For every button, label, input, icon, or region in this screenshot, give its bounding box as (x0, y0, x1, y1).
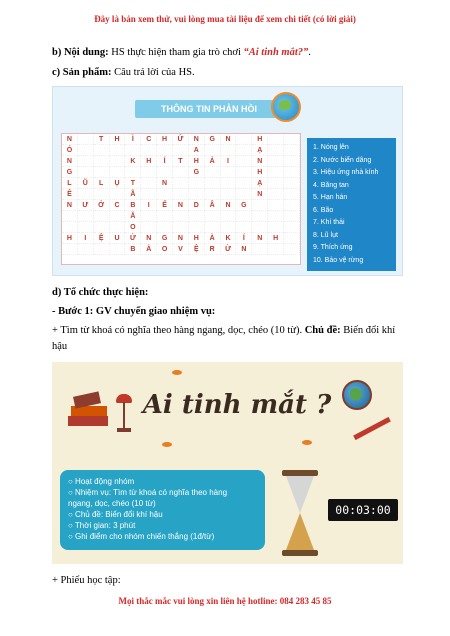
answer-item: 8. Lũ lụt (313, 231, 338, 239)
grid-cell: G (205, 134, 221, 145)
leaf-decoration (172, 370, 182, 375)
grid-cell (157, 189, 173, 200)
activity-line: ○ Hoạt động nhóm (68, 477, 135, 486)
grid-cell (78, 211, 94, 222)
grid-cell (173, 189, 189, 200)
grid-cell (205, 145, 221, 156)
pencil-icon (353, 417, 391, 440)
grid-cell: N (252, 233, 268, 244)
grid-cell (141, 211, 157, 222)
banner-title: Ai tinh mắt ? (142, 390, 332, 420)
product-label: c) Sản phẩm: (52, 67, 112, 78)
grid-cell (110, 211, 126, 222)
letter-grid (61, 133, 301, 265)
answer-item: 4. Băng tan (313, 181, 349, 189)
grid-cell: H (252, 167, 268, 178)
content-end: . (308, 47, 311, 58)
preview-notice: Đây là bản xem thử, vui lòng mua tài liệu để xem chi tiết (có lời giải) (94, 14, 356, 24)
grid-cell: L (62, 178, 78, 189)
topic-text: Biến đổi khí (340, 325, 396, 336)
grid-cell: N (221, 134, 237, 145)
grid-cell (205, 211, 221, 222)
grid-cell (205, 167, 221, 178)
grid-cell: N (173, 200, 189, 211)
grid-cell: B (125, 200, 141, 211)
grid-cell (157, 222, 173, 233)
grid-cell (62, 211, 78, 222)
grid-cell (284, 178, 300, 189)
grid-cell: T (173, 156, 189, 167)
grid-cell (252, 244, 268, 255)
grid-cell (94, 145, 110, 156)
grid-cell (78, 156, 94, 167)
grid-cell (110, 145, 126, 156)
desk-lamp-icon (116, 394, 132, 434)
globe-icon (342, 380, 372, 410)
grid-cell (284, 156, 300, 167)
grid-cell (94, 167, 110, 178)
grid-cell (284, 233, 300, 244)
grid-cell (141, 145, 157, 156)
grid-cell (157, 211, 173, 222)
grid-cell (268, 222, 284, 233)
grid-cell (205, 222, 221, 233)
answer-item: 2. Nước biển dâng (313, 156, 372, 164)
grid-row (62, 156, 300, 167)
grid-cell: Ệ (189, 244, 205, 255)
grid-row (62, 189, 300, 200)
grid-cell: H (268, 233, 284, 244)
grid-cell: D (189, 200, 205, 211)
grid-cell: Ệ (94, 233, 110, 244)
grid-cell (236, 211, 252, 222)
grid-cell (221, 167, 237, 178)
activity-line: ○ Ghi điểm cho nhóm chiến thắng (1đ/từ) (68, 532, 215, 541)
grid-cell: I (141, 200, 157, 211)
grid-cell (110, 156, 126, 167)
grid-cell (252, 222, 268, 233)
grid-cell: C (141, 134, 157, 145)
grid-cell: Ứ (173, 134, 189, 145)
grid-cell (141, 189, 157, 200)
grid-cell: G (236, 200, 252, 211)
grid-cell (110, 189, 126, 200)
answer-item: 1. Nóng lên (313, 144, 349, 151)
task-text: + Tìm từ khoá có nghĩa theo hàng ngang, dọc, chéo (10 từ). (52, 325, 305, 336)
grid-cell (268, 189, 284, 200)
topic-label: Chủ đề: (304, 325, 341, 336)
grid-cell (173, 222, 189, 233)
grid-cell (268, 134, 284, 145)
grid-cell: H (189, 156, 205, 167)
grid-cell (78, 222, 94, 233)
grid-cell (284, 134, 300, 145)
answer-item: 7. Khí thải (313, 219, 345, 226)
grid-cell: Ũ (78, 178, 94, 189)
grid-cell: H (157, 134, 173, 145)
grid-cell (236, 167, 252, 178)
activity-line: ○ Nhiệm vụ: Tìm từ khoá có nghĩa theo hàng (68, 488, 228, 497)
panel-title: THÔNG TIN PHẢN HỒI (135, 100, 283, 118)
grid-cell: Ì (125, 134, 141, 145)
grid-cell: K (221, 233, 237, 244)
grid-cell: T (125, 178, 141, 189)
grid-row (62, 244, 300, 255)
grid-cell: N (62, 200, 78, 211)
grid-cell: L (94, 178, 110, 189)
grid-cell (268, 211, 284, 222)
grid-row (62, 145, 300, 156)
hourglass-icon (279, 470, 321, 556)
grid-cell (94, 189, 110, 200)
grid-cell (110, 167, 126, 178)
grid-cell (94, 211, 110, 222)
step1-label: - Bước 1: GV chuyển giao nhiệm vụ: (52, 306, 216, 317)
answer-list (307, 138, 396, 271)
grid-cell: O (157, 244, 173, 255)
grid-cell (94, 244, 110, 255)
grid-cell: G (189, 167, 205, 178)
grid-cell (205, 178, 221, 189)
answer-item: 5. Hạn hán (313, 194, 348, 201)
grid-cell: G (62, 167, 78, 178)
grid-cell (284, 145, 300, 156)
grid-cell (221, 145, 237, 156)
grid-cell (110, 244, 126, 255)
countdown-timer: 00:03:00 (328, 499, 398, 521)
grid-cell: N (189, 134, 205, 145)
grid-cell (189, 178, 205, 189)
grid-cell: Â (205, 200, 221, 211)
grid-cell (189, 222, 205, 233)
grid-cell (236, 134, 252, 145)
grid-cell (141, 178, 157, 189)
grid-cell: N (252, 156, 268, 167)
grid-cell: À (205, 233, 221, 244)
grid-cell (284, 189, 300, 200)
grid-cell: Ụ (110, 178, 126, 189)
grid-cell (221, 211, 237, 222)
grid-cell: I (221, 156, 237, 167)
task-line (52, 324, 404, 338)
activity-instructions (60, 470, 265, 550)
earth-icon (271, 92, 301, 122)
product-text: Câu trả lời của HS. (111, 67, 195, 78)
grid-cell: A (189, 145, 205, 156)
activity-line: ○ Chủ đề: Biến đổi khí hậu (68, 510, 163, 519)
grid-cell (141, 167, 157, 178)
grid-cell: N (236, 244, 252, 255)
grid-cell: Ă (125, 211, 141, 222)
grid-cell (284, 167, 300, 178)
grid-cell: H (110, 134, 126, 145)
grid-cell (284, 211, 300, 222)
grid-cell: Ê (62, 189, 78, 200)
grid-cell (125, 145, 141, 156)
grid-cell (94, 222, 110, 233)
grid-cell (221, 178, 237, 189)
grid-cell: N (62, 156, 78, 167)
grid-cell: N (173, 233, 189, 244)
game-name: “Ai tinh mắt?” (243, 47, 309, 58)
implementation-label: d) Tổ chức thực hiện: (52, 287, 149, 298)
grid-cell (268, 145, 284, 156)
grid-cell: V (173, 244, 189, 255)
grid-row (62, 233, 300, 244)
grid-row (62, 211, 300, 222)
grid-row (62, 200, 300, 211)
grid-cell (252, 200, 268, 211)
grid-cell (62, 244, 78, 255)
grid-cell: Ứ (125, 233, 141, 244)
content-text: HS thực hiện tham gia trò chơi (108, 47, 244, 58)
grid-cell (236, 145, 252, 156)
grid-cell (268, 178, 284, 189)
grid-cell (62, 222, 78, 233)
answer-item: 6. Bão (313, 206, 334, 214)
grid-cell: H (141, 156, 157, 167)
grid-cell: H (252, 134, 268, 145)
grid-cell (173, 145, 189, 156)
grid-cell (236, 222, 252, 233)
grid-row (62, 134, 300, 145)
grid-cell (78, 189, 94, 200)
grid-cell: Ư (78, 200, 94, 211)
grid-cell: I (78, 233, 94, 244)
answer-item: 9. Thích ứng (313, 244, 353, 251)
grid-cell: T (94, 134, 110, 145)
grid-cell (221, 222, 237, 233)
grid-cell (284, 244, 300, 255)
grid-cell: Ả (141, 244, 157, 255)
grid-cell (157, 145, 173, 156)
grid-cell (284, 222, 300, 233)
grid-cell (268, 244, 284, 255)
grid-cell (78, 244, 94, 255)
implementation-heading (52, 286, 148, 300)
grid-cell (268, 200, 284, 211)
grid-cell (78, 134, 94, 145)
grid-cell (173, 167, 189, 178)
grid-cell: C (110, 200, 126, 211)
grid-cell (268, 167, 284, 178)
grid-cell: Ớ (94, 200, 110, 211)
grid-cell (268, 156, 284, 167)
grid-cell (236, 178, 252, 189)
grid-cell: K (125, 156, 141, 167)
grid-cell (141, 222, 157, 233)
grid-cell: Ạ (252, 178, 268, 189)
grid-cell (252, 211, 268, 222)
grid-cell (221, 189, 237, 200)
grid-cell: Í (157, 156, 173, 167)
grid-cell: B (125, 244, 141, 255)
grid-cell (94, 156, 110, 167)
grid-row (62, 167, 300, 178)
grid-row (62, 222, 300, 233)
grid-cell: Ể (157, 200, 173, 211)
leaf-decoration (162, 442, 172, 447)
grid-cell: Ả (205, 156, 221, 167)
grid-cell (205, 189, 221, 200)
grid-cell: Í (236, 233, 252, 244)
grid-cell: R (205, 244, 221, 255)
worksheet-line: + Phiếu học tập: (52, 575, 121, 586)
activity-line: ngang, dọc, chéo (10 từ) (68, 499, 156, 508)
grid-cell (110, 222, 126, 233)
grid-cell (78, 145, 94, 156)
grid-cell: N (252, 189, 268, 200)
grid-cell: Ó (62, 145, 78, 156)
leaf-decoration (302, 440, 312, 445)
grid-cell (125, 167, 141, 178)
grid-cell (157, 167, 173, 178)
grid-cell (236, 156, 252, 167)
content-line (52, 46, 311, 60)
grid-cell: G (157, 233, 173, 244)
books-icon (68, 390, 110, 434)
grid-row (62, 178, 300, 189)
word-puzzle-panel (52, 86, 403, 276)
answer-item: 10. Bảo vệ rừng (313, 256, 364, 264)
grid-cell: Ạ (252, 145, 268, 156)
step1-heading (52, 305, 215, 319)
grid-cell (173, 178, 189, 189)
hotline-notice: Mọi thắc mắc vui lòng xin liên hệ hotline: 084 283 45 85 (118, 596, 332, 606)
grid-cell (189, 211, 205, 222)
grid-cell: Ừ (221, 244, 237, 255)
task-continuation: hậu (52, 341, 68, 352)
activity-panel (52, 458, 403, 564)
grid-cell: N (221, 200, 237, 211)
grid-cell: N (157, 178, 173, 189)
grid-cell (78, 167, 94, 178)
grid-cell (236, 189, 252, 200)
game-banner (52, 362, 403, 458)
grid-cell: H (62, 233, 78, 244)
grid-cell: Ã (125, 189, 141, 200)
grid-cell (189, 189, 205, 200)
grid-cell: N (141, 233, 157, 244)
grid-cell (284, 200, 300, 211)
grid-cell: H (189, 233, 205, 244)
content-label: b) Nội dung: (52, 47, 109, 58)
grid-cell: U (110, 233, 126, 244)
grid-cell: O (125, 222, 141, 233)
product-line (52, 66, 195, 80)
activity-line: ○ Thời gian: 3 phút (68, 521, 136, 530)
grid-cell (173, 211, 189, 222)
grid-cell: N (62, 134, 78, 145)
answer-item: 3. Hiệu ứng nhà kính (313, 169, 379, 176)
